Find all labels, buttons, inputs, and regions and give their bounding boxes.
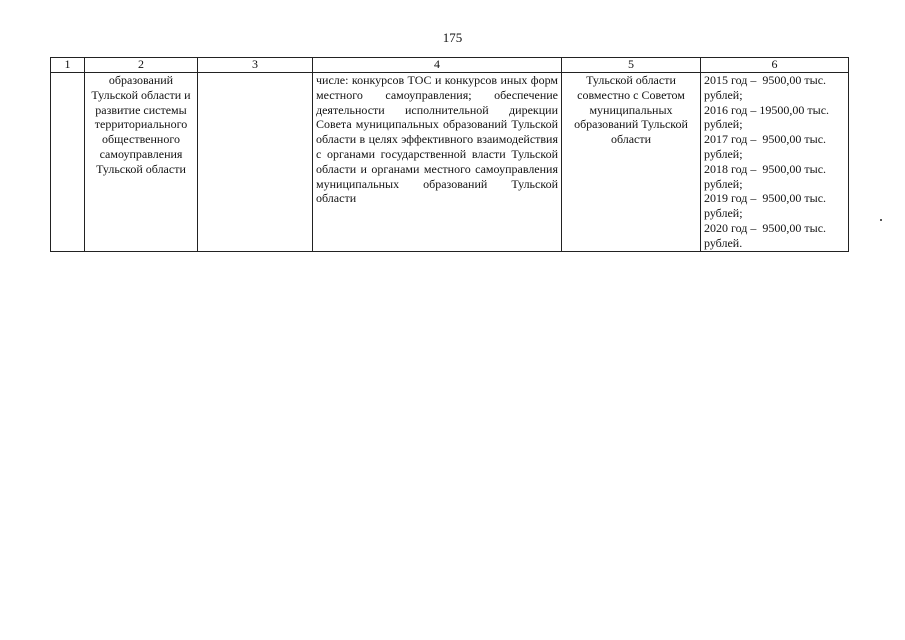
page-number: 175 [442, 30, 463, 45]
funding-line: рублей. [704, 235, 743, 250]
funding-line: 2015 год – 9500,00 тыс. [704, 73, 827, 87]
cell-column-3 [198, 73, 313, 252]
funding-line: рублей; [704, 117, 743, 132]
scan-dot [880, 219, 882, 221]
funding-line: рублей; [704, 206, 743, 221]
cell-event-name: образований Тульской области и развитие системы территориального общественного самоуправления Тульской области [85, 73, 198, 252]
table-header-row [51, 58, 849, 73]
table-row [51, 73, 849, 252]
funding-line: 2019 год – 9500,00 тыс. [704, 191, 827, 206]
cell-executor: Тульской области совместно с Советом муниципальных образований Тульской области [562, 73, 701, 252]
column-header-4: 4 [313, 58, 562, 73]
cell-description: числе: конкурсов ТОС и конкурсов иных форм местного самоуправления; обеспечение деятельности исполнительной дирекции Совета муниципальных образований Тульской области в целях эффективного взаимодействия с органами государственной власти Тульской области и органами местного самоуправления муниципальных образований Тульской области [313, 73, 562, 252]
funding-line: 2020 год – 9500,00 тыс. [704, 220, 827, 235]
program-table [50, 57, 849, 252]
funding-line: рублей; [704, 87, 743, 102]
column-header-1: 1 [51, 58, 85, 73]
funding-line: рублей; [704, 146, 743, 161]
funding-line: 2017 год – 9500,00 тыс. [704, 132, 827, 147]
funding-line: 2018 год – 9500,00 тыс. [704, 161, 827, 176]
column-header-5: 5 [562, 58, 701, 73]
column-header-6: 6 [701, 58, 849, 73]
cell-number [51, 73, 85, 252]
cell-funding [701, 73, 849, 252]
funding-line: рублей; [704, 176, 743, 191]
column-header-2: 2 [85, 58, 198, 73]
funding-line: 2016 год – 19500,00 тыс. [704, 102, 830, 117]
column-header-3: 3 [198, 58, 313, 73]
